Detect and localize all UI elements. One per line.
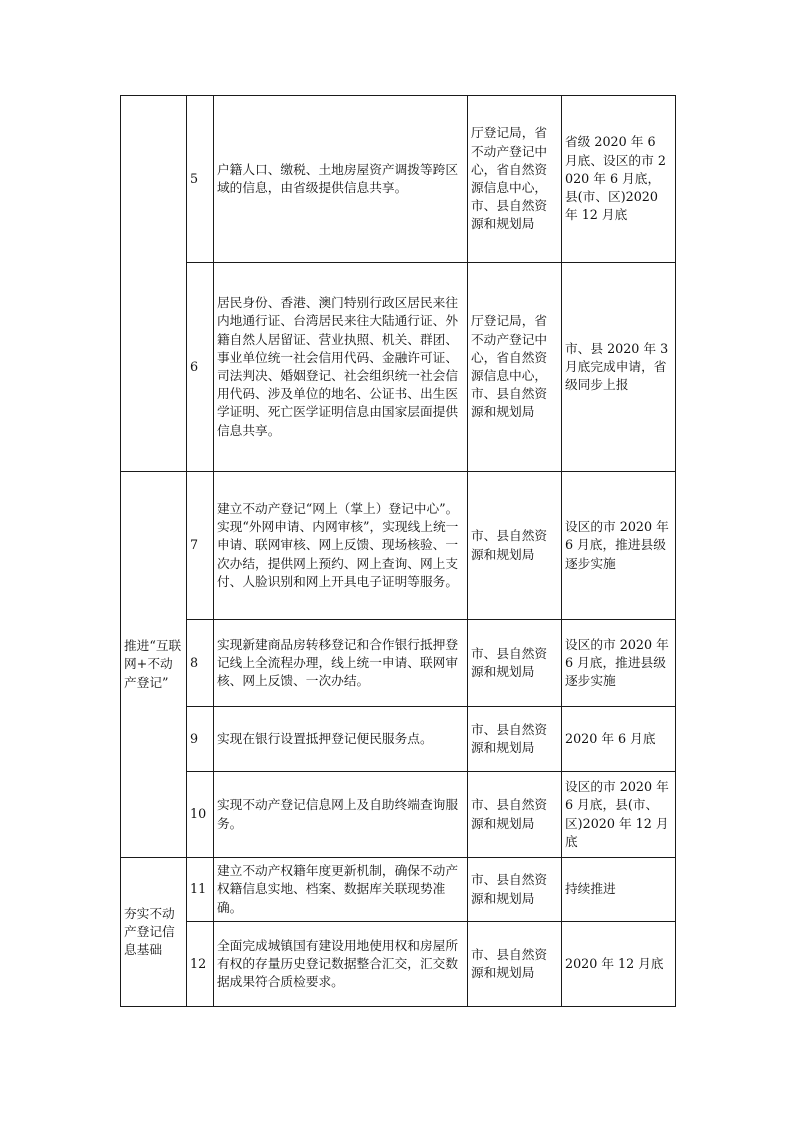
row-number: 6 xyxy=(187,263,214,472)
row-number: 9 xyxy=(187,707,214,772)
table-row xyxy=(121,772,676,858)
row-number: 11 xyxy=(187,858,214,922)
row-number: 10 xyxy=(187,772,214,858)
responsible-org: 市、县自然资源和规划局 xyxy=(468,772,562,858)
responsible-org: 厅登记局，省不动产登记中心，省自然资源信息中心，市、县自然资源和规划局 xyxy=(468,96,562,263)
deadline: 省级 2020 年 6 月底、设区的市 2020 年 6 月底，县(市、区)2020 年 12 月底 xyxy=(562,96,676,263)
table-row xyxy=(121,472,676,620)
row-number: 12 xyxy=(187,922,214,1007)
table-row xyxy=(121,922,676,1007)
row-number: 7 xyxy=(187,472,214,620)
deadline: 设区的市 2020 年 6 月底，推进县级逐步实施 xyxy=(562,472,676,620)
deadline: 市、县 2020 年 3 月底完成申请，省级同步上报 xyxy=(562,263,676,472)
task-table xyxy=(120,95,676,1007)
task-content: 建立不动产登记“网上（掌上）登记中心”。实现“外网申请、内网审核”，实现线上统一申请、联网审核、网上反馈、现场核验、一次办结，提供网上预约、网上查询、网上支付、人脸识别和网上开具电子证明等服务。 xyxy=(214,472,468,620)
responsible-org: 市、县自然资源和规划局 xyxy=(468,858,562,922)
table-row xyxy=(121,96,676,263)
task-content: 户籍人口、缴税、土地房屋资产调拨等跨区域的信息，由省级提供信息共享。 xyxy=(214,96,468,263)
task-content: 居民身份、香港、澳门特别行政区居民来往内地通行证、台湾居民来往大陆通行证、外籍自然人居留证、营业执照、机关、群团、事业单位统一社会信用代码、金融许可证、司法判决、婚姻登记、社会组织统一社会信用代码、涉及单位的地名、公证书、出生医学证明、死亡医学证明信息由国家层面提供信息共享。 xyxy=(214,263,468,472)
task-content: 实现在银行设置抵押登记便民服务点。 xyxy=(214,707,468,772)
category-cell: 推进“互联网+不动产登记” xyxy=(121,472,187,858)
table-row xyxy=(121,858,676,922)
deadline: 持续推进 xyxy=(562,858,676,922)
table-row xyxy=(121,707,676,772)
deadline: 设区的市 2020 年 6 月底，县(市、区)2020 年 12 月底 xyxy=(562,772,676,858)
task-content: 实现新建商品房转移登记和合作银行抵押登记线上全流程办理，线上统一申请、联网审核、网上反馈、一次办结。 xyxy=(214,620,468,707)
task-content: 实现不动产登记信息网上及自助终端查询服务。 xyxy=(214,772,468,858)
responsible-org: 市、县自然资源和规划局 xyxy=(468,620,562,707)
responsible-org: 市、县自然资源和规划局 xyxy=(468,707,562,772)
row-number: 8 xyxy=(187,620,214,707)
deadline: 2020 年 12 月底 xyxy=(562,922,676,1007)
table-row xyxy=(121,263,676,472)
responsible-org: 市、县自然资源和规划局 xyxy=(468,472,562,620)
row-number: 5 xyxy=(187,96,214,263)
responsible-org: 市、县自然资源和规划局 xyxy=(468,922,562,1007)
task-content: 全面完成城镇国有建设用地使用权和房屋所有权的存量历史登记数据整合汇交，汇交数据成果符合质检要求。 xyxy=(214,922,468,1007)
task-content: 建立不动产权籍年度更新机制，确保不动产权籍信息实地、档案、数据库关联现势准确。 xyxy=(214,858,468,922)
responsible-org: 厅登记局，省不动产登记中心，省自然资源信息中心，市、县自然资源和规划局 xyxy=(468,263,562,472)
table-row xyxy=(121,620,676,707)
deadline: 2020 年 6 月底 xyxy=(562,707,676,772)
category-cell xyxy=(121,96,187,472)
category-cell: 夯实不动产登记信息基础 xyxy=(121,858,187,1007)
deadline: 设区的市 2020 年 6 月底，推进县级逐步实施 xyxy=(562,620,676,707)
